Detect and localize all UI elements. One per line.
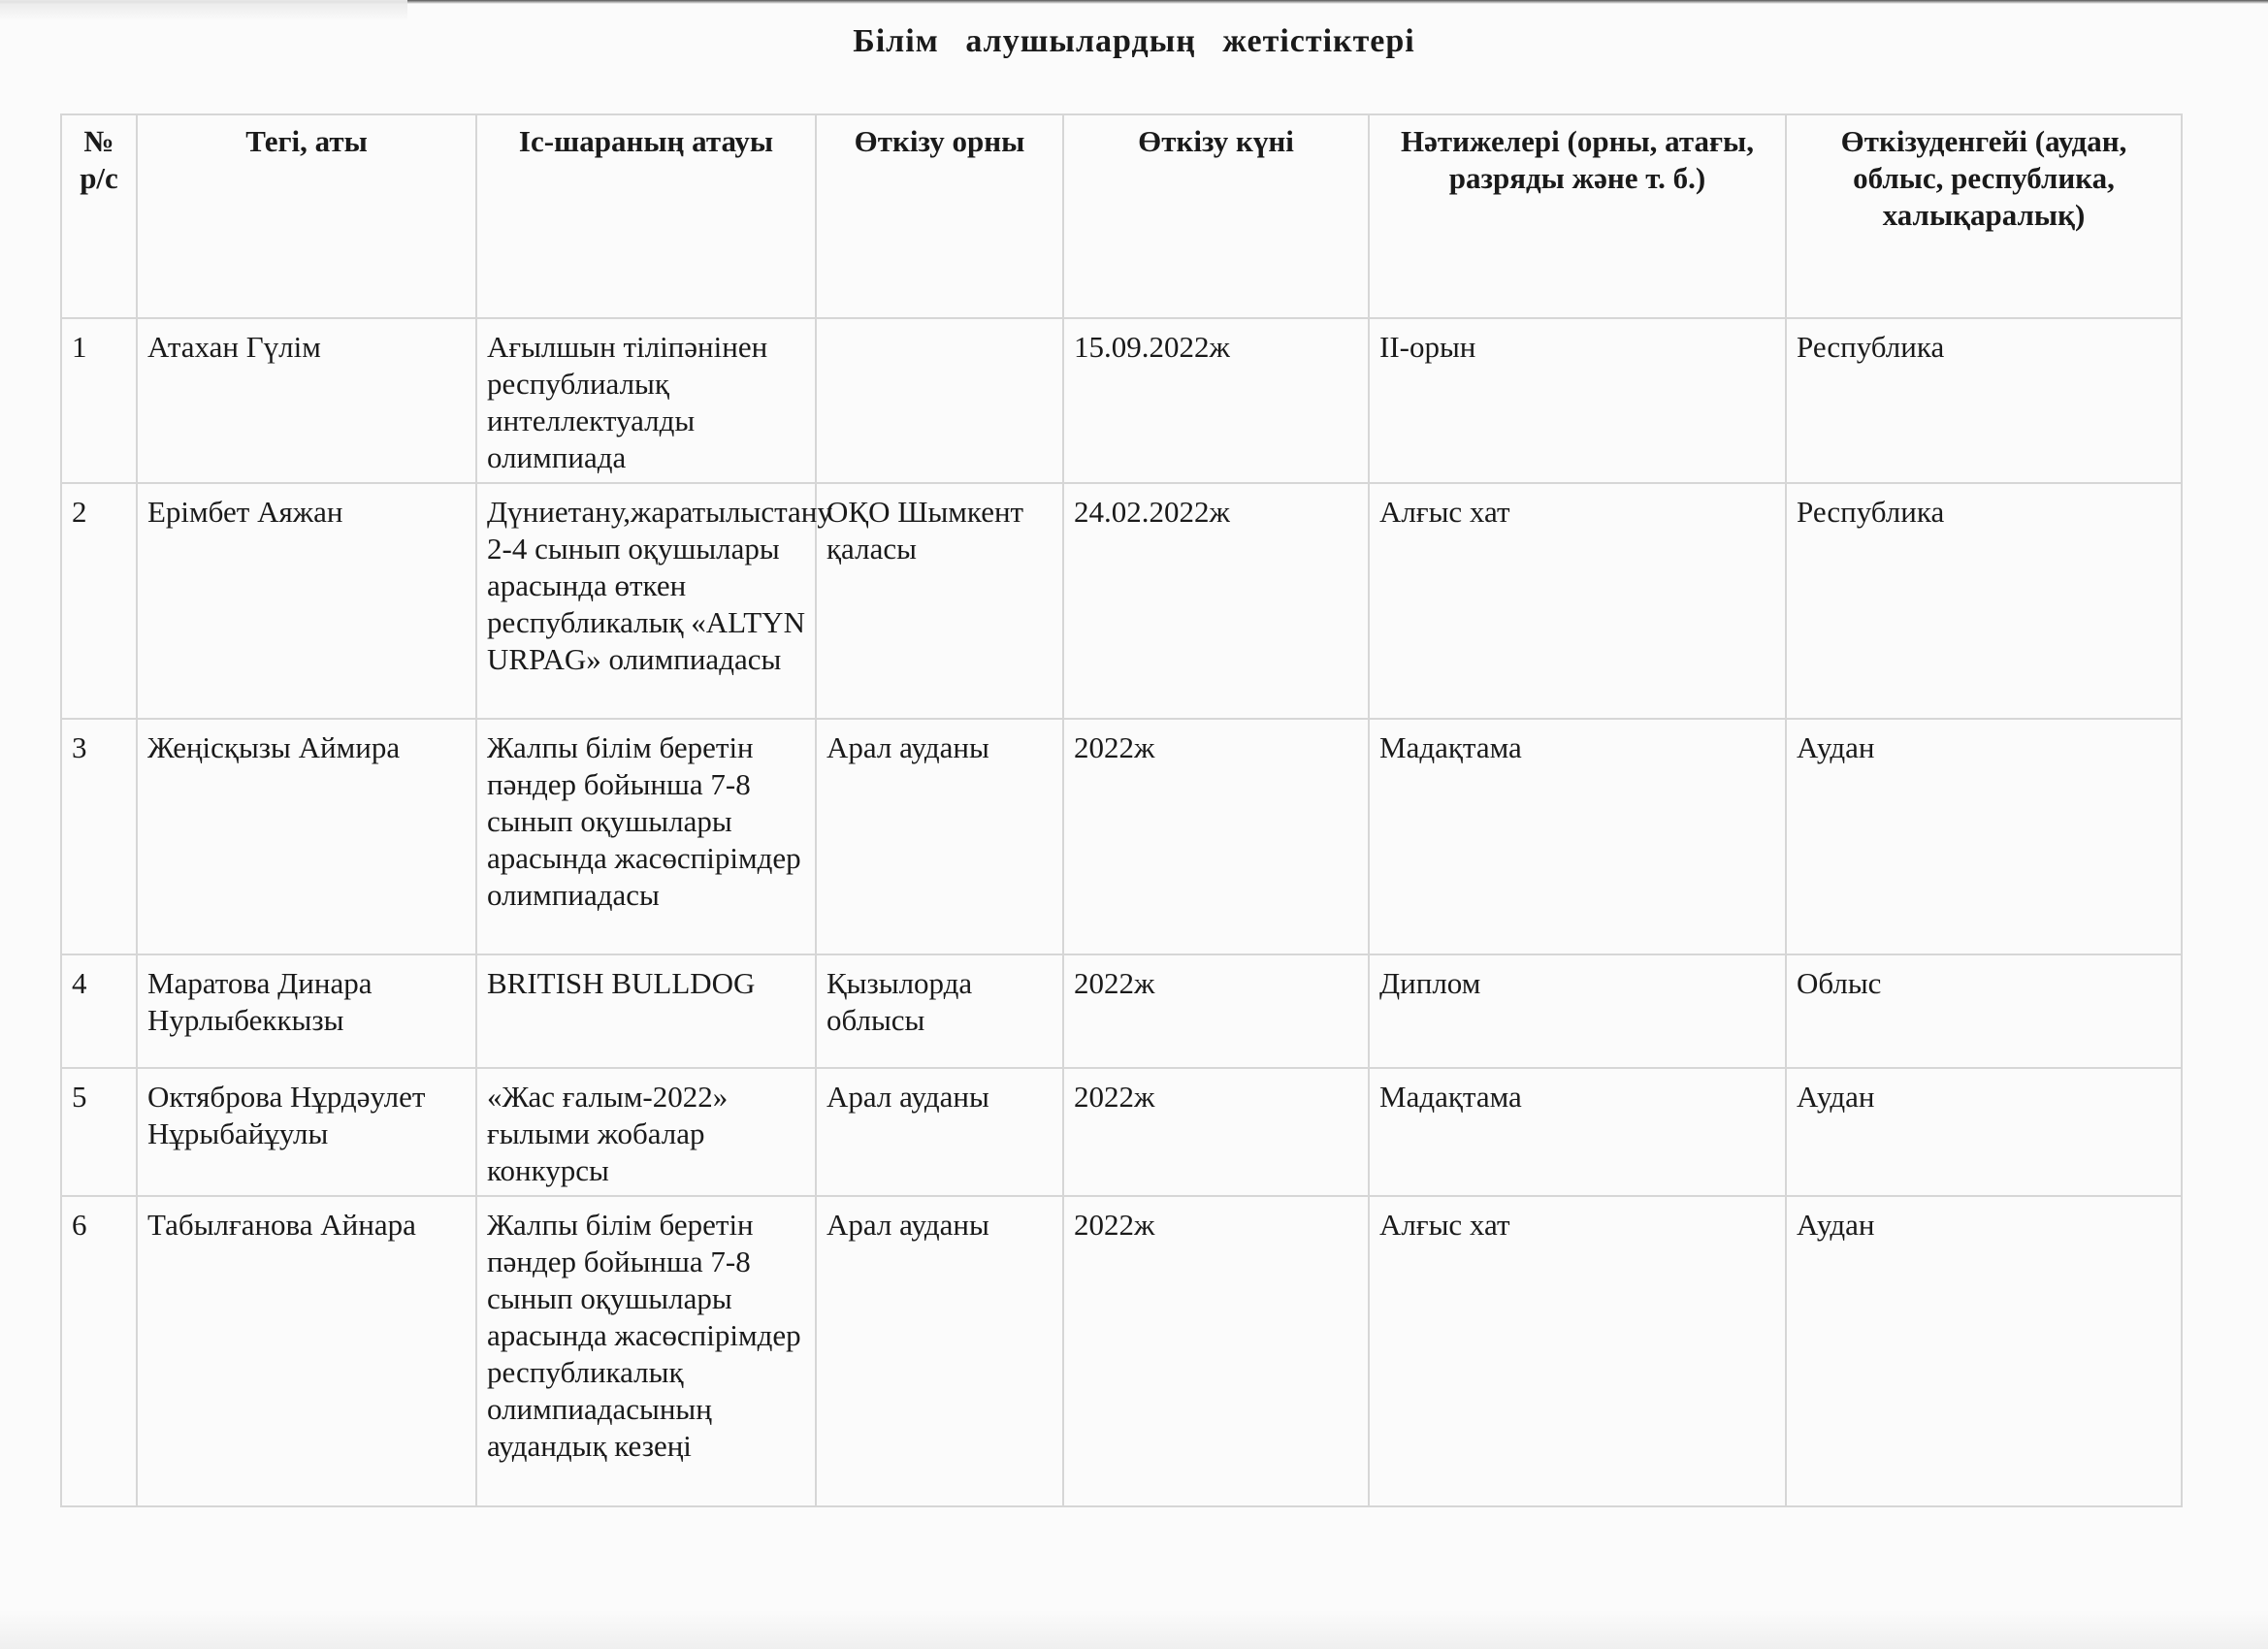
row-result: Диплом bbox=[1369, 954, 1786, 1068]
row-event: Дүниетану,жаратылыстану 2-4 сынып оқушылары арасында өткен республикалық «ALTYN URPAG» олимпиадасы bbox=[476, 483, 816, 719]
row-event: Жалпы білім беретін пәндер бойынша 7-8 сынып оқушылары арасында жасөспірімдер олимпиадасы bbox=[476, 719, 816, 954]
page-title: Білім алушылардың жетістіктері bbox=[853, 23, 1415, 59]
row-date: 24.02.2022ж bbox=[1063, 483, 1369, 719]
row-name: Маратова Динара Нурлыбеккызы bbox=[137, 954, 476, 1068]
row-result: ІІ-орын bbox=[1369, 318, 1786, 483]
row-date: 2022ж bbox=[1063, 954, 1369, 1068]
row-result: Мадақтама bbox=[1369, 719, 1786, 954]
row-level: Республика bbox=[1786, 318, 2182, 483]
header-date: Өткізу күні bbox=[1063, 114, 1369, 318]
row-place: ОҚО Шымкент қаласы bbox=[816, 483, 1063, 719]
table-row bbox=[61, 1196, 2182, 1506]
row-name: Жеңісқызы Аймира bbox=[137, 719, 476, 954]
row-level: Облыс bbox=[1786, 954, 2182, 1068]
row-date: 2022ж bbox=[1063, 1068, 1369, 1196]
row-name: Ерімбет Аяжан bbox=[137, 483, 476, 719]
scan-shadow-bottom bbox=[0, 1610, 2268, 1649]
row-place: Арал ауданы bbox=[816, 719, 1063, 954]
row-date: 15.09.2022ж bbox=[1063, 318, 1369, 483]
row-name: Октяброва Нұрдәулет Нұрыбайұулы bbox=[137, 1068, 476, 1196]
table-row bbox=[61, 719, 2182, 954]
row-number: 2 bbox=[61, 483, 137, 719]
header-event: Іс-шараның атауы bbox=[476, 114, 816, 318]
row-number: 4 bbox=[61, 954, 137, 1068]
table-row bbox=[61, 318, 2182, 483]
row-event: «Жас ғалым-2022» ғылыми жобалар конкурсы bbox=[476, 1068, 816, 1196]
scan-shadow bbox=[0, 0, 407, 21]
header-number: № р/с bbox=[61, 114, 137, 318]
row-event: Ағылшын тіліпәнінен республиалық интеллектуалды олимпиада bbox=[476, 318, 816, 483]
achievements-table bbox=[60, 113, 2183, 1507]
row-number: 5 bbox=[61, 1068, 137, 1196]
row-place: Қызылорда облысы bbox=[816, 954, 1063, 1068]
row-number: 6 bbox=[61, 1196, 137, 1506]
row-name: Табылғанова Айнара bbox=[137, 1196, 476, 1506]
row-result: Мадақтама bbox=[1369, 1068, 1786, 1196]
row-place: Арал ауданы bbox=[816, 1068, 1063, 1196]
row-date: 2022ж bbox=[1063, 719, 1369, 954]
table-row bbox=[61, 1068, 2182, 1196]
row-level: Аудан bbox=[1786, 1196, 2182, 1506]
row-result: Алғыс хат bbox=[1369, 483, 1786, 719]
row-level: Аудан bbox=[1786, 1068, 2182, 1196]
row-result: Алғыс хат bbox=[1369, 1196, 1786, 1506]
row-event: BRITISH BULLDOG bbox=[476, 954, 816, 1068]
row-place: Арал ауданы bbox=[816, 1196, 1063, 1506]
row-level: Аудан bbox=[1786, 719, 2182, 954]
row-name: Атахан Гүлім bbox=[137, 318, 476, 483]
row-number: 1 bbox=[61, 318, 137, 483]
header-place: Өткізу орны bbox=[816, 114, 1063, 318]
table-row bbox=[61, 954, 2182, 1068]
table-header-row bbox=[61, 114, 2182, 318]
row-number: 3 bbox=[61, 719, 137, 954]
header-name: Тегі, аты bbox=[137, 114, 476, 318]
row-place bbox=[816, 318, 1063, 483]
row-level: Республика bbox=[1786, 483, 2182, 719]
header-level: Өткізуденгейі (аудан, облыс, республика, халықаралық) bbox=[1786, 114, 2182, 318]
row-date: 2022ж bbox=[1063, 1196, 1369, 1506]
header-result: Нәтижелері (орны, атағы, разряды және т. б.) bbox=[1369, 114, 1786, 318]
row-event: Жалпы білім беретін пәндер бойынша 7-8 сынып оқушылары арасында жасөспірімдер республикалық олимпиадасының аудандық кезеңі bbox=[476, 1196, 816, 1506]
table-row bbox=[61, 483, 2182, 719]
